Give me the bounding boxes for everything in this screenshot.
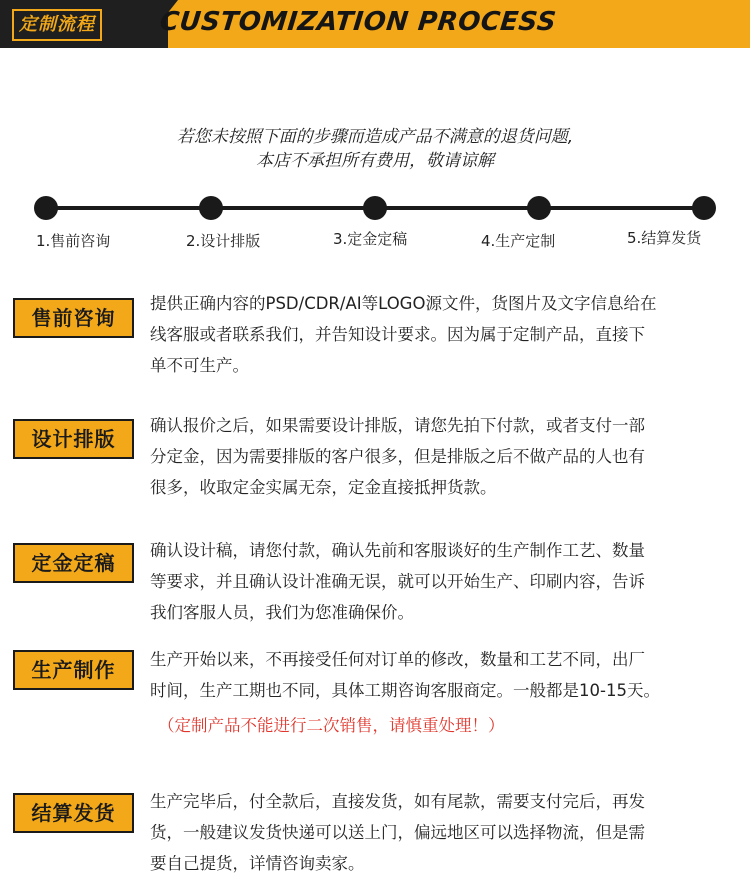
section-tag-deposit: 定金定稿 bbox=[13, 543, 134, 583]
section-text-production bbox=[150, 644, 740, 706]
timeline-dot bbox=[34, 196, 58, 220]
section-text-design bbox=[150, 410, 740, 503]
production-warning: （定制产品不能进行二次销售，请慎重处理！） bbox=[158, 716, 505, 735]
text-line: 生产完毕后，付全款后，直接发货，如有尾款，需要支付完后，再发 bbox=[150, 792, 645, 811]
text-line: 分定金，因为需要排版的客户很多，但是排版之后不做产品的人也有 bbox=[150, 447, 645, 466]
timeline-step-4: 4.生产定制 bbox=[481, 232, 556, 250]
timeline-step-5: 5.结算发货 bbox=[627, 229, 702, 247]
section-tag-production: 生产制作 bbox=[13, 650, 134, 690]
section-tag-design: 设计排版 bbox=[13, 419, 134, 459]
text-line: 要自己提货，详情咨询卖家。 bbox=[150, 854, 365, 873]
timeline-dot bbox=[363, 196, 387, 220]
text-line: 提供正确内容的PSD/CDR/AI等LOGO源文件，货图片及文字信息给在 bbox=[150, 294, 657, 313]
timeline-step-1: 1.售前咨询 bbox=[36, 232, 111, 250]
header-banner bbox=[0, 0, 750, 48]
section-tag-presale: 售前咨询 bbox=[13, 298, 134, 338]
timeline-step-2: 2.设计排版 bbox=[186, 232, 261, 250]
text-line: 确认设计稿，请您付款，确认先前和客服谈好的生产制作工艺、数量 bbox=[150, 541, 645, 560]
header-title-cn: 定制流程 bbox=[12, 9, 102, 41]
text-line: 线客服或者联系我们，并告知设计要求。因为属于定制产品，直接下 bbox=[150, 325, 645, 344]
text-line: 货，一般建议发货快递可以送上门，偏远地区可以选择物流，但是需 bbox=[150, 823, 645, 842]
section-tag-settlement: 结算发货 bbox=[13, 793, 134, 833]
timeline-step-3: 3.定金定稿 bbox=[333, 230, 408, 248]
section-text-deposit bbox=[150, 535, 740, 628]
text-line: 生产开始以来，不再接受任何对订单的修改，数量和工艺不同，出厂 bbox=[150, 650, 645, 669]
timeline-dot bbox=[692, 196, 716, 220]
text-line: 等要求，并且确认设计准确无误，就可以开始生产、印刷内容，告诉 bbox=[150, 572, 645, 591]
header-title-en: CUSTOMIZATION PROCESS bbox=[158, 7, 558, 37]
text-line: 时间，生产工期也不同，具体工期咨询客服商定。一般都是10-15天。 bbox=[150, 681, 660, 700]
timeline-dot bbox=[527, 196, 551, 220]
notice-line-2: 本店不承担所有费用，敬请谅解 bbox=[256, 151, 494, 171]
section-text-presale bbox=[150, 288, 740, 381]
section-text-settlement bbox=[150, 786, 740, 879]
timeline-dot bbox=[199, 196, 223, 220]
text-line: 确认报价之后，如果需要设计排版，请您先拍下付款，或者支付一部 bbox=[150, 416, 645, 435]
text-line: 我们客服人员，我们为您准确保价。 bbox=[150, 603, 414, 622]
text-line: 很多，收取定金实属无奈，定金直接抵押货款。 bbox=[150, 478, 497, 497]
text-line: 单不可生产。 bbox=[150, 356, 249, 375]
notice-line-1: 若您未按照下面的步骤而造成产品不满意的退货问题, bbox=[176, 127, 574, 147]
